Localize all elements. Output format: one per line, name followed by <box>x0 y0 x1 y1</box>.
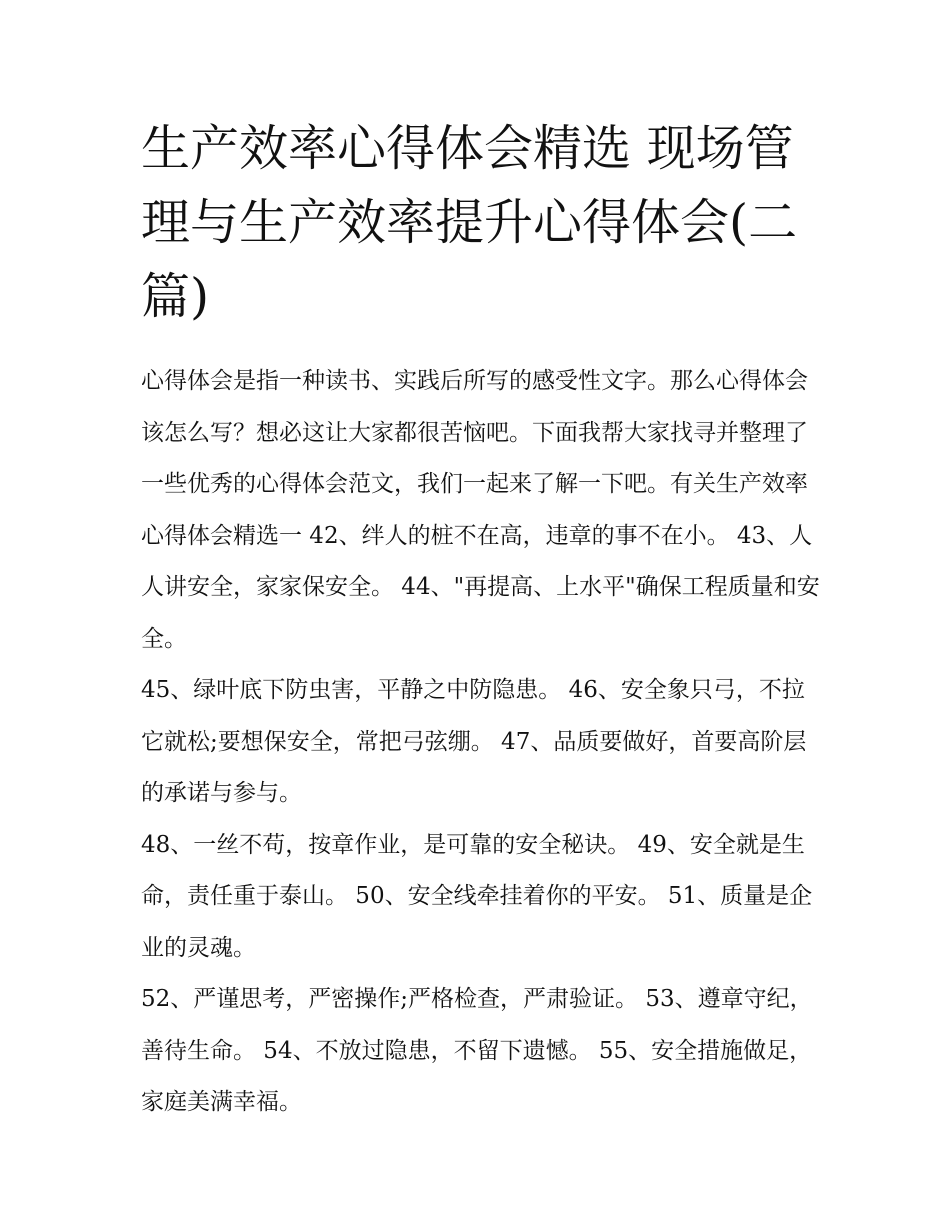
paragraph-45-47: 45、绿叶底下防虫害，平静之中防隐患。 46、安全象只弓，不拉它就松;要想保安全，常把弓弦绷。 47、品质要做好，首要高阶层的承诺与参与。 <box>141 677 807 806</box>
paragraph-52-55: 52、严谨思考，严密操作;严格检查，严肃验证。 53、遵章守纪，善待生命。 54、不放过隐患，不留下遗憾。 55、安全措施做足，家庭美满幸福。 <box>141 986 813 1115</box>
document-body <box>141 356 821 1129</box>
paragraph-intro: 心得体会是指一种读书、实践后所写的感受性文字。那么心得体会该怎么写？想必这让大家都很苦恼吧。下面我帮大家找寻并整理了一些优秀的心得体会范文，我们一起来了解一下吧。有关生产效率心得体会精选一 42、绊人的桩不在高，违章的事不在小。 43、人人讲安全，家家保安全。 44、"再提高、上水平"确保工程质量和安全。 <box>141 368 820 652</box>
paragraph-48-51: 48、一丝不苟，按章作业，是可靠的安全秘诀。 49、安全就是生命，责任重于泰山。 50、安全线牵挂着你的平安。 51、质量是企业的灵魂。 <box>141 831 813 961</box>
document-title: 生产效率心得体会精选 现场管理与生产效率提升心得体会(二篇) <box>141 120 798 325</box>
